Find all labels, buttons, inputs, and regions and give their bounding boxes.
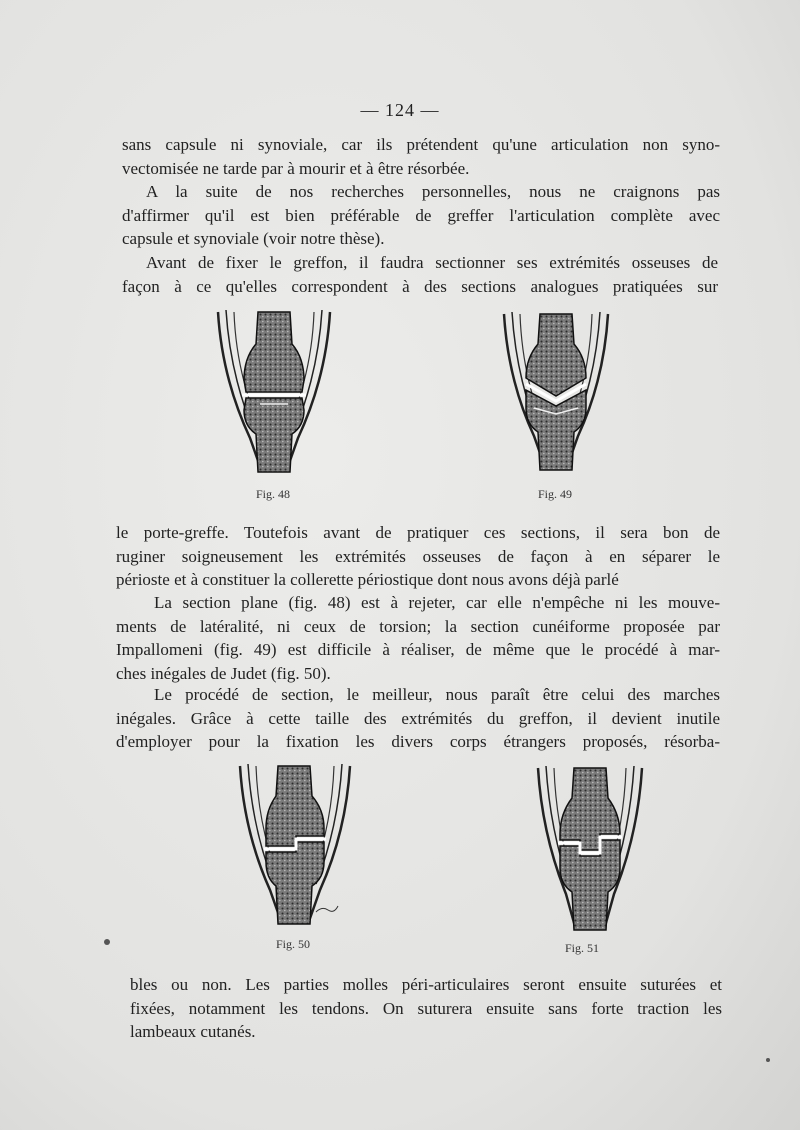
text-line: lambeaux cutanés. xyxy=(130,1022,256,1041)
ink-speck xyxy=(766,1058,770,1062)
paragraph-5 xyxy=(116,591,720,685)
text-line: le porte-greffe. Toutefois avant de pratiquer ces sections, il sera bon de xyxy=(116,523,720,542)
text-line: capsule et synoviale (voir notre thèse). xyxy=(122,229,385,248)
text-line: A la suite de nos recherches personnelles, nous ne craignons pas xyxy=(146,182,720,201)
text-line: fixées, notamment les tendons. On suturera ensuite sans forte traction les xyxy=(130,998,722,1018)
figure-50-unequal-steps xyxy=(236,762,354,928)
text-line: vectomisée ne tarde par à mourir et à être résorbée. xyxy=(122,158,470,178)
paragraph-7 xyxy=(130,973,722,1044)
paragraph-1 xyxy=(122,133,720,180)
text-line: ches inégales de Judet (fig. 50). xyxy=(116,663,331,683)
figure-49-cuneiform-section xyxy=(500,310,612,474)
figure-51-unequal-steps xyxy=(534,764,646,934)
figure-48-plane-section xyxy=(214,308,334,476)
text-line: bles ou non. Les parties molles péri-articulaires seront ensuite suturées et xyxy=(130,975,722,994)
text-line: façon à ce qu'elles correspondent à des sections analogues pratiquées sur xyxy=(122,276,718,296)
text-line: ruginer soigneusement les extrémités osseuses de façon à en séparer le xyxy=(116,546,720,566)
text-line: inégales. Grâce à cette taille des extrémités du greffon, il devient inutile xyxy=(116,708,720,728)
paragraph-4 xyxy=(116,521,720,592)
text-line: sans capsule ni synoviale, car ils prétendent qu'une articulation non syno- xyxy=(122,135,720,154)
text-line: La section plane (fig. 48) est à rejeter, car elle n'empêche ni les mouve- xyxy=(154,593,720,612)
text-line: Avant de fixer le greffon, il faudra sectionner ses extrémités osseuses de xyxy=(146,253,718,272)
paragraph-3 xyxy=(122,251,718,298)
figure-caption: Fig. 49 xyxy=(538,487,573,501)
figure-caption: Fig. 48 xyxy=(256,487,291,501)
ink-speck xyxy=(104,939,110,945)
paragraph-2 xyxy=(122,180,720,251)
figure-caption: Fig. 50 xyxy=(276,937,311,951)
text-line: d'employer pour la fixation les divers corps étrangers proposés, résorba- xyxy=(116,732,720,751)
text-line: ments de latéralité, ni ceux de torsion; la section cunéiforme proposée par xyxy=(116,616,720,636)
text-line: d'affirmer qu'il est bien préférable de greffer l'articulation complète avec xyxy=(122,205,720,225)
text-line: Le procédé de section, le meilleur, nous paraît être celui des marches xyxy=(154,685,720,704)
paragraph-6 xyxy=(116,683,720,754)
figure-caption: Fig. 51 xyxy=(565,941,600,955)
text-line: Impallomeni (fig. 49) est difficile à réaliser, de même que le procédé à mar- xyxy=(116,640,720,659)
text-line: périoste et à constituer la collerette périostique dont nous avons déjà parlé xyxy=(116,570,619,589)
page-number: — 124 — xyxy=(360,100,440,120)
